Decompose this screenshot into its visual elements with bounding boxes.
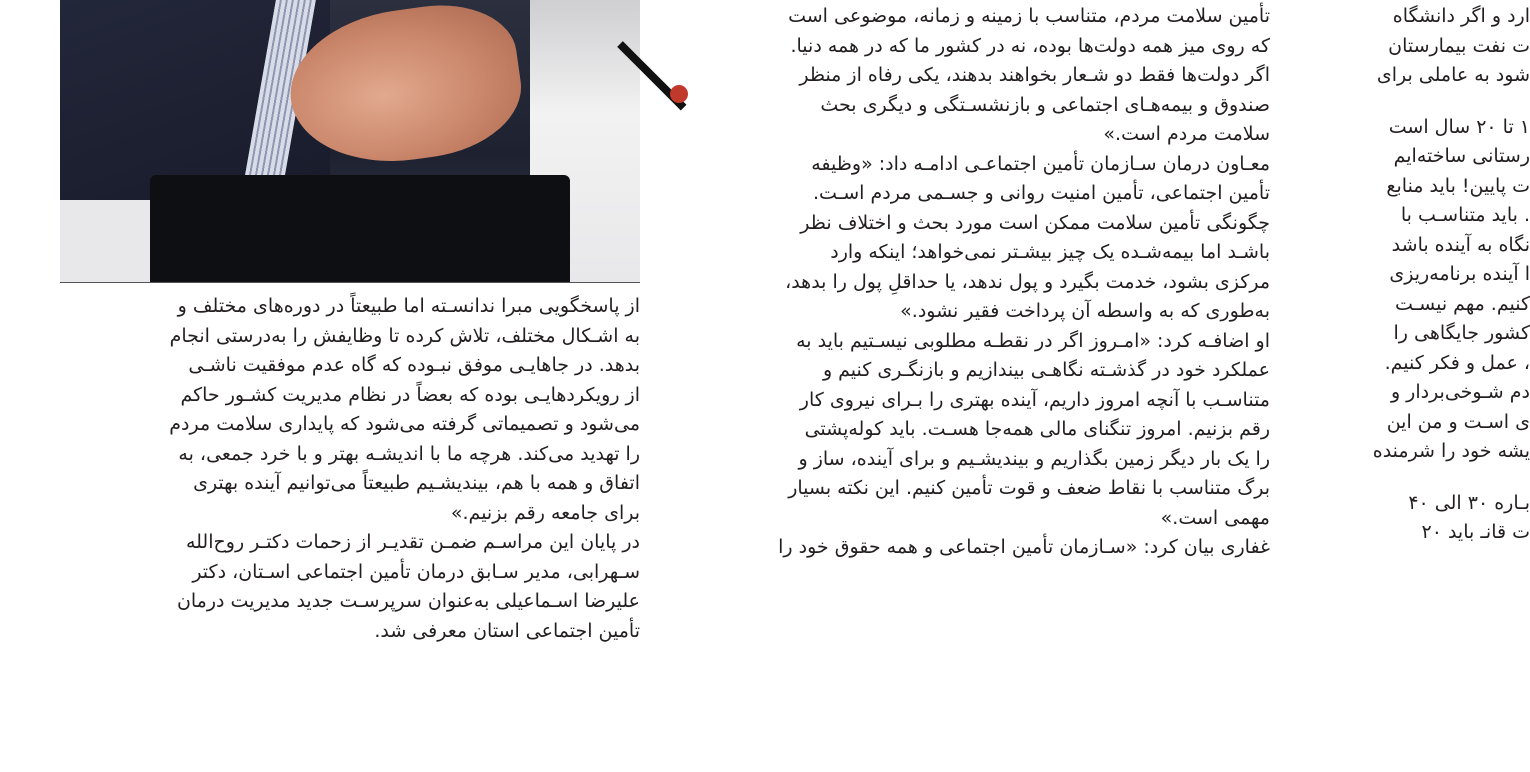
text-line: غفاری بیان کرد: «سـازمان تأمین اجتماعی و همه حقوق خود را [778, 536, 1270, 558]
text-line: را یک بار دیگر زمین بگذاریم و بیندیشـیم و برای آینده، ساز و [798, 447, 1270, 470]
left-column [60, 292, 640, 772]
microphone-light-icon [670, 85, 688, 103]
text-line: به اشـکال مختلف، تلاش کرده تا وظایفش را به‌درستی انجام [169, 324, 640, 347]
text-line: دم شـوخی‌بردار و [1390, 381, 1530, 403]
text-line: نگاه به آینده باشد [1391, 233, 1530, 256]
text-line: باشـد اما بیمه‌شـده یک چیز بیشـتر نمی‌خواهد؛ اینکه وارد [830, 241, 1270, 263]
text-line: ت قانـ باید ۲۰ [1421, 521, 1530, 543]
article-photo [60, 0, 640, 283]
text-line: بـاره ۳۰ الی ۴۰ [1408, 491, 1530, 514]
text-line: مهمی است.» [1160, 506, 1270, 529]
text-line: مرکزی بشود، خدمت بگیرد و پول ندهد، یا حداقلِ پول را بدهد، [785, 270, 1270, 293]
text-line: عملکرد خود در گذشـته نگاهـی بیندازیم و بازنگـری کنیم و [822, 359, 1270, 381]
text-line: بدهد. در جاهایـی موفق نبـوده که گاه عدم موفقیت ناشـی [188, 354, 640, 376]
text-line: . باید متناسـب با [1400, 204, 1530, 226]
text-line: اتفاق و همه با هم، بیندیشـیم طبیعتاً می‌توانیم آینده بهتری [193, 472, 640, 494]
text-line: ، عمل و فکر کنیم. [1384, 351, 1530, 374]
text-line: ت نفت بیمارستان [1388, 34, 1530, 57]
text-line: ت پایین! باید منابع [1386, 174, 1530, 197]
text-line: یشه خود را شرمنده [1372, 440, 1530, 462]
text-line: تأمین سلامت مردم، متناسب با زمینه و زمانه، موضوعی است [788, 5, 1270, 27]
text-line: سلامت مردم است.» [1103, 123, 1270, 145]
text-line: می‌شود و تصمیماتی گرفته می‌شود که پایداری سلامت مردم [169, 413, 640, 435]
text-line: برای جامعه رقم بزنیم.» [450, 501, 640, 524]
text-line: تأمین اجتماعی، تأمین امنیت روانی و جسـمی مردم اسـت. [813, 182, 1270, 204]
text-line: اگر دولت‌ها فقط دو شـعار بخواهند بدهند، یکی رفاه از منظر [799, 64, 1270, 86]
paragraph-gap [1300, 91, 1530, 113]
text-line: کشور جایگاهی را [1393, 322, 1530, 344]
text-line: ارد و اگر دانشگاه [1392, 5, 1530, 27]
photo-monitor [150, 175, 570, 282]
text-line: به‌طوری که به واسطه آن پرداخت فقیر نشود.» [900, 300, 1270, 322]
text-line: صندوق و بیمه‌هـای اجتماعی و بازنشسـتگی و دیگری بحث [820, 93, 1270, 116]
text-line: در پایان این مراسـم ضمـن تقدیـر از زحمات دکتـر روح‌الله [185, 531, 640, 553]
text-line: برگ متناسب با نقاط ضعف و قوت تأمین کنیم. این نکته بسیار [788, 477, 1270, 499]
text-line: ۱ تا ۲۰ سال است [1388, 115, 1530, 138]
text-line: ی اسـت و من این [1386, 410, 1530, 433]
text-line: ا آینده برنامه‌ریزی [1389, 263, 1530, 285]
text-line: سـهرابی، مدیر سـابق درمان تأمین اجتماعی اسـتان، دکتر [192, 560, 640, 583]
text-line: شود به عاملی برای [1376, 64, 1530, 86]
text-line: او اضافـه کرد: «امـروز اگر در نقطـه مطلوبی نیسـتیم باید به [796, 329, 1270, 352]
middle-column [690, 2, 1270, 768]
text-line: رستانی ساخته‌ایم [1393, 145, 1530, 167]
text-line: چگونگی تأمین سلامت ممکن است مورد بحث و اختلاف نظر [800, 211, 1270, 234]
text-line: علیرضا اسـماعیلی به‌عنوان سرپرسـت جدید مدیریت درمان [176, 590, 640, 612]
text-line: رقم بزنیم. امروز تنگنای مالی همه‌جا هسـت. باید کوله‌پشتی [804, 418, 1270, 440]
text-line: را تهدید می‌کند. هرچه ما با اندیشـه بهتر و با خرد جمعی، به [178, 442, 640, 465]
text-line: معـاون درمان سـازمان تأمین اجتماعـی ادامـه داد: «وظیفه [811, 152, 1270, 175]
paragraph-gap [1300, 467, 1530, 489]
right-column [1300, 2, 1530, 768]
text-line: که روی میز همه دولت‌ها بوده، نه در کشور ما که در همه دنیا. [790, 34, 1270, 57]
photo-desk [60, 200, 160, 282]
text-line: متناسـب با آنچه امروز داریم، آینده بهتری را بـرای نیروی کار [799, 388, 1270, 411]
text-line: از رویکردهایـی بوده که بعضاً در نظام مدیریت کشـور حاکم [180, 383, 640, 406]
text-line: کنیم. مهم نیسـت [1394, 292, 1530, 315]
text-line: از پاسخگویی مبرا ندانسـته اما طبیعتاً در دوره‌های مختلف و [177, 295, 640, 317]
text-line: تأمین اجتماعی استان معرفی شد. [374, 619, 640, 642]
